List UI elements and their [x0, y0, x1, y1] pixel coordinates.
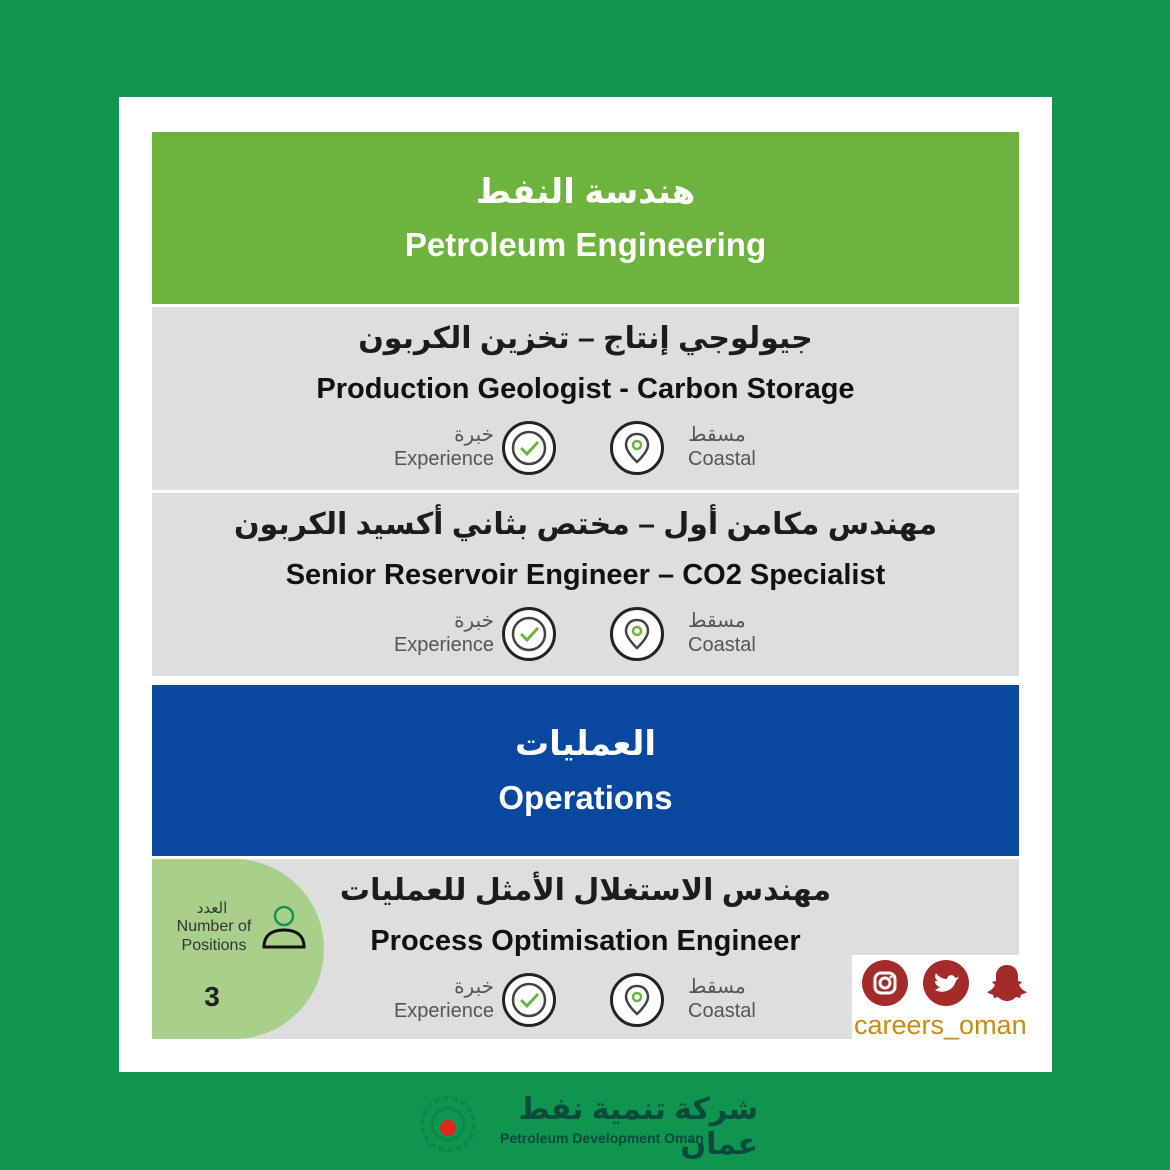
check-icon: [502, 973, 556, 1027]
location-en: Coastal: [688, 448, 756, 470]
location-pin-icon: [610, 421, 664, 475]
job-title-en: Senior Reservoir Engineer – CO2 Specialist: [285, 559, 886, 591]
person-icon: [260, 903, 312, 960]
section-title-ar: هندسة النفط: [475, 172, 696, 211]
positions-count: 3: [204, 981, 220, 1012]
job-meta: [152, 421, 1019, 477]
location-label: [688, 975, 756, 1023]
experience-en: Experience: [393, 1000, 494, 1022]
experience-label: [352, 609, 494, 657]
job-title-ar: مهندس الاستغلال الأمثل للعمليات: [339, 874, 832, 907]
experience-ar: خبرة: [454, 424, 494, 446]
check-icon: [502, 607, 556, 661]
job-title-ar: جيولوجي إنتاج – تخزين الكربون: [358, 322, 813, 355]
location-ar: مسقط: [688, 424, 746, 446]
location-en: Coastal: [688, 1000, 756, 1022]
experience-en: Experience: [393, 448, 494, 470]
location-pin-icon: [610, 973, 664, 1027]
location-ar: مسقط: [688, 610, 746, 632]
section-title-ar: العمليات: [514, 725, 657, 764]
experience-ar: خبرة: [454, 976, 494, 998]
positions-label-ar: العدد: [196, 900, 228, 917]
job-meta: [152, 607, 1019, 663]
location-ar: مسقط: [688, 976, 746, 998]
experience-label: [352, 423, 494, 471]
location-en: Coastal: [688, 634, 756, 656]
snapchat-icon[interactable]: [984, 960, 1030, 1006]
company-name-en: Petroleum Development Oman: [500, 1130, 704, 1146]
location-label: [688, 609, 756, 657]
experience-ar: خبرة: [454, 610, 494, 632]
job-title-ar: مهندس مكامن أول – مختص بثاني أكسيد الكربون: [233, 508, 938, 541]
positions-badge: [152, 859, 324, 1039]
company-name-ar: شركة تنمية نفط عمان: [518, 1093, 758, 1161]
job-card: [119, 97, 1052, 1072]
location-label: [688, 423, 756, 471]
experience-en: Experience: [393, 634, 494, 656]
section-header-operations: [152, 685, 1019, 856]
check-icon: [502, 421, 556, 475]
instagram-icon[interactable]: [862, 960, 908, 1006]
social-handle: careers_oman: [854, 1010, 1027, 1040]
job-row: [152, 493, 1019, 676]
section-title-en: Petroleum Engineering: [404, 226, 767, 264]
job-title-en: Process Optimisation Engineer: [370, 925, 801, 957]
social-block: [852, 955, 1048, 1045]
twitter-icon[interactable]: [923, 960, 969, 1006]
job-title-en: Production Geologist - Carbon Storage: [316, 373, 855, 405]
pdo-emblem-icon: [418, 1094, 478, 1159]
experience-label: [352, 975, 494, 1023]
positions-label-en: Number of Positions: [176, 918, 252, 954]
section-header-petroleum: [152, 132, 1019, 304]
job-row: [152, 307, 1019, 490]
location-pin-icon: [610, 607, 664, 661]
company-logo: [418, 1090, 758, 1161]
section-title-en: Operations: [498, 778, 673, 816]
